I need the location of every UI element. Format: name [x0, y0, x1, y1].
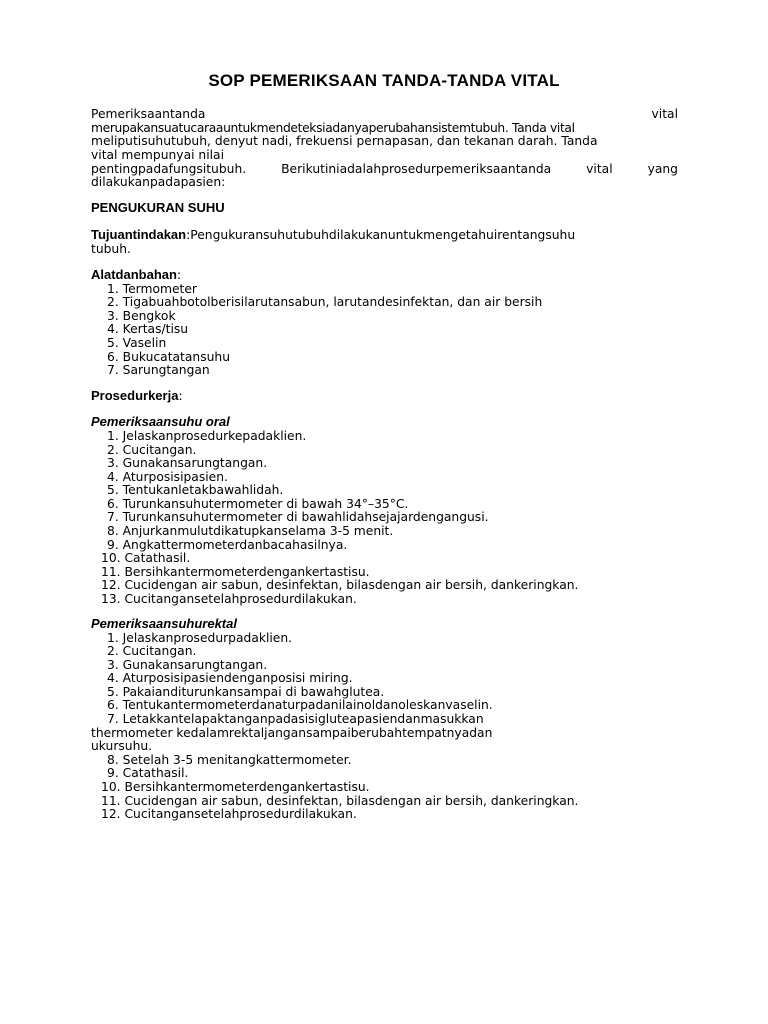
intro-line-2: merupakansuatucaraauntukmendeteksiadanyaperubahansistemtubuh. Tanda vital: [91, 121, 575, 135]
list-item: 7. Turunkansuhutermometer di bawahlidahsejajardengangusi.: [107, 510, 489, 524]
intro-word: pentingpadafungsitubuh.: [91, 162, 247, 176]
list-item: 8. Anjurkanmulutdikatupkanselama 3-5 menit.: [107, 524, 394, 538]
list-item: 9. Catathasil.: [107, 766, 189, 780]
goal-text: :Pengukuransuhutubuhdilakukanuntukmengetahuirentangsuhu: [186, 228, 576, 242]
list-item: 4. Kertas/tisu: [107, 322, 189, 336]
list-item: 5. Pakaianditurunkansampai di bawahglutea.: [107, 685, 385, 699]
list-item: 5. Tentukanletakbawahlidah.: [107, 483, 284, 497]
list-item: 6. Turunkansuhutermometer di bawah 34°–35°C.: [107, 497, 409, 511]
oral-heading: Pemeriksaansuhu oral: [91, 414, 230, 429]
rectal-heading: Pemeriksaansuhurektal: [91, 616, 237, 631]
list-item: 1. Termometer: [107, 282, 197, 296]
list-item: 6. Tentukantermometerdanaturpadanilainoldanoleskanvaselin.: [107, 698, 493, 712]
list-item: 7. Sarungtangan: [107, 363, 210, 377]
intro-word: vital: [651, 107, 678, 121]
list-item: 1. Jelaskanprosedurkepadaklien.: [107, 429, 307, 443]
list-item: 8. Setelah 3-5 menitangkattermometer.: [107, 753, 352, 767]
list-item: 2. Tigabuahbotolberisilarutansabun, larutandesinfektan, dan air bersih: [107, 295, 543, 309]
intro-word: Pemeriksaantanda: [91, 107, 206, 121]
goal-line: [91, 228, 575, 242]
intro-line-5: [91, 162, 678, 176]
goal-line-2: tubuh.: [91, 242, 131, 256]
list-item: 11. Cucidengan air sabun, desinfektan, bilasdengan air bersih, dankeringkan.: [101, 794, 579, 808]
list-item: 6. Bukucatatansuhu: [107, 350, 230, 364]
tools-colon: :: [176, 268, 182, 282]
procedure-colon: :: [178, 389, 183, 403]
section-heading: PENGUKURAN SUHU: [91, 200, 225, 215]
intro-word: Berikutiniadalahprosedurpemeriksaantanda: [281, 162, 552, 176]
intro-line-3: meliputisuhutubuh, denyut nadi, frekuensi pernapasan, dan tekanan darah. Tanda: [91, 134, 598, 148]
procedure-label: Prosedurkerja: [91, 388, 179, 403]
list-item: 11. Bersihkantermometerdengankertastisu.: [101, 565, 370, 579]
list-item: 4. Aturposisipasien.: [107, 470, 228, 484]
list-item: 3. Bengkok: [107, 309, 176, 323]
list-item: 2. Cucitangan.: [107, 644, 197, 658]
intro-word: vital: [586, 162, 613, 176]
list-item: 10. Catathasil.: [101, 551, 191, 565]
list-item: 12. Cucidengan air sabun, desinfektan, bilasdengan air bersih, dankeringkan.: [101, 578, 579, 592]
list-item: 5. Vaselin: [107, 336, 167, 350]
goal-label: Tujuantindakan: [91, 227, 187, 242]
list-item: 10. Bersihkantermometerdengankertastisu.: [101, 780, 370, 794]
list-item: 13. Cucitangansetelahprosedurdilakukan.: [101, 592, 357, 606]
list-item-continuation: thermometer kedalamrektaljangansampaiberubahtempatnyadan: [91, 726, 493, 740]
intro-line-6: dilakukanpadapasien:: [91, 175, 226, 189]
page-title: SOP PEMERIKSAAN TANDA-TANDA VITAL: [208, 71, 560, 90]
list-item: 12. Cucitangansetelahprosedurdilakukan.: [101, 807, 357, 821]
list-item: 3. Gunakansarungtangan.: [107, 456, 268, 470]
list-item: 7. Letakkantelapaktanganpadasisigluteapasiendanmasukkan: [107, 712, 484, 726]
intro-line-1: [91, 107, 678, 121]
intro-word: yang: [647, 162, 678, 176]
list-item: 9. Angkattermometerdanbacahasilnya.: [107, 538, 348, 552]
intro-line-4: vital mempunyai nilai: [91, 148, 225, 162]
list-item-continuation: ukursuhu.: [91, 739, 153, 753]
list-item: 2. Cucitangan.: [107, 443, 197, 457]
list-item: 4. Aturposisipasiendenganposisi miring.: [107, 671, 353, 685]
procedure-heading: [91, 389, 183, 403]
tools-label: Alatdanbahan: [91, 267, 177, 282]
list-item: 3. Gunakansarungtangan.: [107, 658, 268, 672]
tools-heading: [91, 268, 181, 282]
list-item: 1. Jelaskanprosedurpadaklien.: [107, 631, 293, 645]
